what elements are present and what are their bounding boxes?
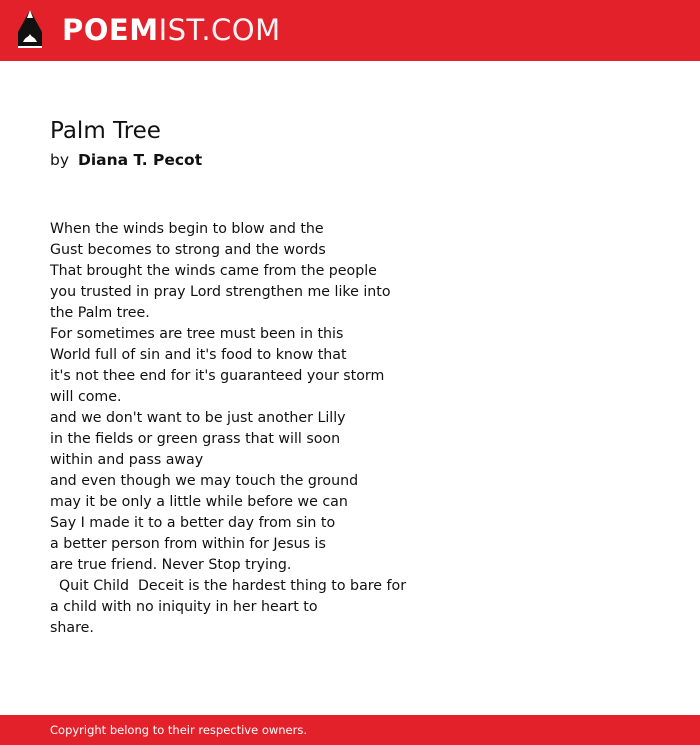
poem-line: That brought the winds came from the people xyxy=(50,263,377,279)
poem-line: and even though we may touch the ground xyxy=(50,473,359,489)
site-header xyxy=(0,0,700,61)
poem-line: may it be only a little while before we can xyxy=(50,494,348,510)
copyright-text: Copyright belong to their respective owners. xyxy=(50,723,308,737)
poem-line: will come. xyxy=(50,389,122,405)
poem-line: When the winds begin to blow and the xyxy=(50,221,324,237)
poem-line: are true friend. Never Stop trying. xyxy=(50,557,292,573)
poem-line: Quit Child Deceit is the hardest thing to bare for xyxy=(50,578,407,594)
site-logo-text xyxy=(62,8,281,52)
poem-body xyxy=(50,219,406,639)
poem-byline xyxy=(50,150,650,170)
poem-container xyxy=(50,112,650,636)
poem-line: a child with no iniquity in her heart to xyxy=(50,599,318,615)
logo-bold-part: POEM xyxy=(62,13,159,47)
poem-line: the Palm tree. xyxy=(50,305,150,321)
poem-line: World full of sin and it's food to know that xyxy=(50,347,347,363)
logo-light-part: IST.COM xyxy=(158,13,281,47)
poem-line: you trusted in pray Lord strengthen me like into xyxy=(50,284,391,300)
poem-line: For sometimes are tree must been in this xyxy=(50,326,344,342)
by-label: by xyxy=(50,151,70,169)
poem-line: within and pass away xyxy=(50,452,204,468)
site-footer xyxy=(0,715,700,745)
poem-line: share. xyxy=(50,620,94,636)
pencil-tip-icon xyxy=(16,8,44,52)
poem-line: a better person from within for Jesus is xyxy=(50,536,326,552)
poem-title: Palm Tree xyxy=(50,118,161,144)
poem-line: it's not thee end for it's guaranteed your storm xyxy=(50,368,385,384)
poem-line: in the fields or green grass that will soon xyxy=(50,431,341,447)
site-logo-link[interactable] xyxy=(16,8,281,52)
poem-line: Gust becomes to strong and the words xyxy=(50,242,326,258)
poem-line: and we don't want to be just another Lilly xyxy=(50,410,346,426)
author-link[interactable]: Diana T. Pecot xyxy=(77,151,203,169)
poem-line: Say I made it to a better day from sin to xyxy=(50,515,336,531)
